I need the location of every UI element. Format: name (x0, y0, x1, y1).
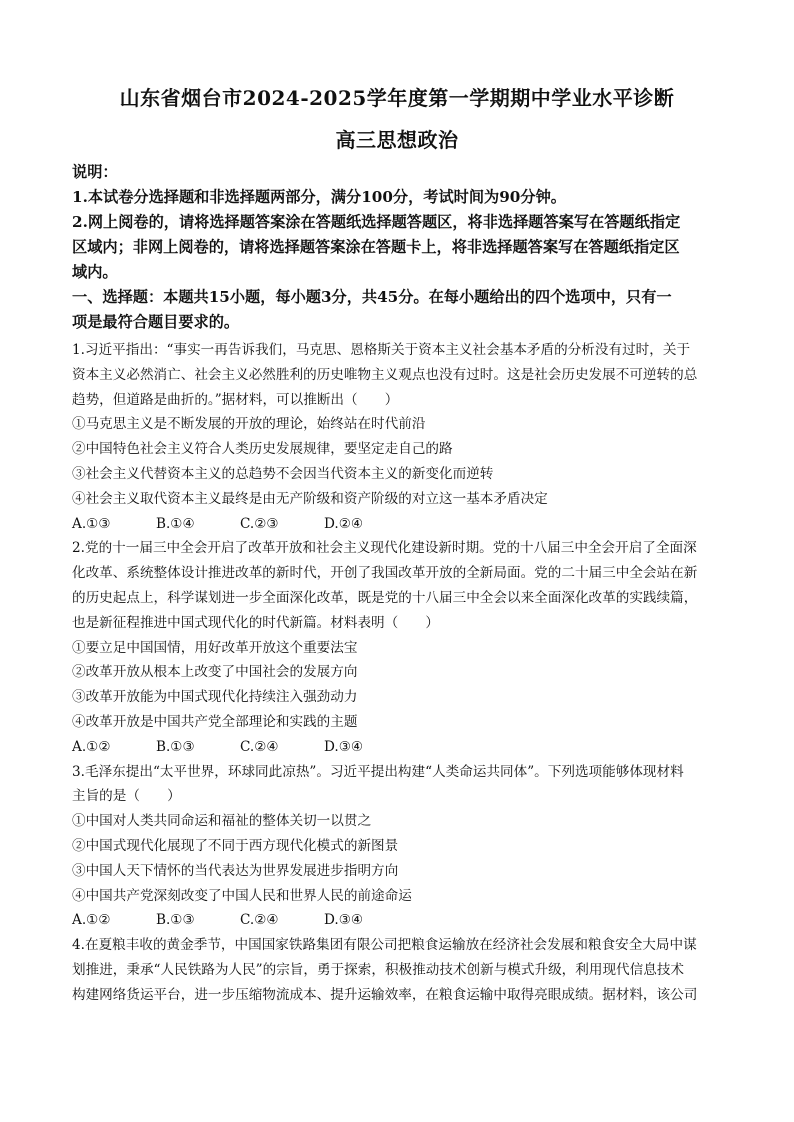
page-title: 山东省烟台市2024-2025学年度第一学期期中学业水平诊断 (119, 86, 675, 110)
question-stem: 4.在夏粮丰收的黄金季节，中国国家铁路集团有限公司把粮食运输放在经济社会发展和粮食安全大局中谋 (72, 937, 697, 954)
option-a: A.①② (72, 738, 111, 755)
question-2 (72, 536, 722, 759)
question-stem: 也是新征程推进中国式现代化的时代新篇。材料表明（ ） (72, 614, 440, 631)
question-stem: 划推进，秉承“人民铁路为人民”的宗旨，勇于探索，积极推动技术创新与模式升级，利用现代信息技术 (72, 961, 685, 978)
statement-item: ②中国式现代化展现了不同于西方现代化模式的新图景 (72, 837, 399, 854)
question-stem: 资本主义必然消亡、社会主义必然胜利的历史唯物主义观点也没有过时。这是社会历史发展不可逆转的总 (72, 366, 698, 383)
question-4 (72, 933, 722, 1007)
question-stem: 化改革、系统整体设计推进改革的新时代，开创了我国改革开放的全新局面。党的二十届三中全会站在新 (72, 565, 698, 582)
answer-options (72, 908, 722, 933)
question-stem: 构建网络货运平台，进一步压缩物流成本、提升运输效率，在粮食运输中取得亮眼成绩。据材料，该公司 (72, 986, 698, 1003)
option-b: B.①③ (156, 738, 195, 755)
option-a: A.①③ (72, 515, 111, 532)
option-b: B.①③ (156, 912, 195, 929)
statement-item: ④中国共产党深刻改变了中国人民和世界人民的前途命运 (72, 887, 412, 904)
section-heading-line: 一、选择题：本题共15小题，每小题3分，共45分。在每小题给出的四个选项中，只有一 (72, 288, 672, 306)
instruction-line: 区域内；非网上阅卷的，请将选择题答案涂在答题卡上，将非选择题答案写在答题纸指定区 (72, 238, 680, 256)
question-1 (72, 338, 722, 536)
instruction-line: 2.网上阅卷的，请将选择题答案涂在答题纸选择题答题区，将非选择题答案写在答题纸指定 (72, 213, 681, 231)
statement-item: ①中国对人类共同命运和福祉的整体关切一以贯之 (72, 813, 372, 830)
instructions-heading: 说明： (72, 163, 118, 181)
option-c: C.②③ (240, 515, 279, 532)
instruction-line: 1.本试卷分选择题和非选择题两部分，满分100分，考试时间为90分钟。 (72, 188, 566, 206)
statement-item: ①马克思主义是不断发展的开放的理论，始终站在时代前沿 (72, 416, 426, 433)
statement-item: ②中国特色社会主义符合人类历史发展规律，要坚定走自己的路 (72, 441, 453, 458)
section-heading (72, 285, 722, 335)
option-c: C.②④ (240, 912, 279, 929)
statement-item: ③社会主义代替资本主义的总趋势不会因当代资本主义的新变化而逆转 (72, 465, 494, 482)
option-a: A.①② (72, 912, 111, 929)
page-subtitle: 高三思想政治 (335, 128, 459, 152)
option-d: D.②④ (324, 515, 364, 532)
instructions (72, 160, 722, 285)
question-stem: 趋势，但道路是曲折的。”据材料，可以推断出（ ） (72, 391, 399, 408)
question-stem: 2.党的十一届三中全会开启了改革开放和社会主义现代化建设新时期。党的十八届三中全会开启了全面深 (72, 540, 697, 557)
statement-item: ①要立足中国国情，用好改革开放这个重要法宝 (72, 639, 358, 656)
question-stem: 3.毛泽东提出“太平世界，环球同此凉热”。习近平提出构建“人类命运共同体”。下列选项能够体现材料 (72, 763, 684, 780)
option-d: D.③④ (324, 738, 364, 755)
statement-item: ③改革开放能为中国式现代化持续注入强劲动力 (72, 689, 358, 706)
question-3 (72, 760, 722, 934)
statement-item: ②改革开放从根本上改变了中国社会的发展方向 (72, 664, 358, 681)
instruction-line: 域内。 (72, 263, 118, 281)
section-heading-line: 项是最符合题目要求的。 (72, 313, 240, 331)
question-stem: 1.习近平指出：“事实一再告诉我们，马克思、恩格斯关于资本主义社会基本矛盾的分析没有过时，关于 (72, 342, 691, 358)
question-stem: 的历史起点上，科学谋划进一步全面深化改革，既是党的十八届三中全会以来全面深化改革的实践续篇， (72, 589, 698, 606)
statement-item: ③中国人天下情怀的当代表达为世界发展进步指明方向 (72, 862, 399, 879)
answer-options (72, 512, 722, 537)
question-stem: 主旨的是（ ） (72, 788, 181, 805)
option-b: B.①④ (156, 515, 195, 532)
answer-options (72, 735, 722, 760)
exam-content (72, 160, 722, 1008)
option-c: C.②④ (240, 738, 279, 755)
option-d: D.③④ (324, 912, 364, 929)
statement-item: ④改革开放是中国共产党全部理论和实践的主题 (72, 713, 358, 730)
statement-item: ④社会主义取代资本主义最终是由无产阶级和资产阶级的对立这一基本矛盾决定 (72, 490, 548, 507)
